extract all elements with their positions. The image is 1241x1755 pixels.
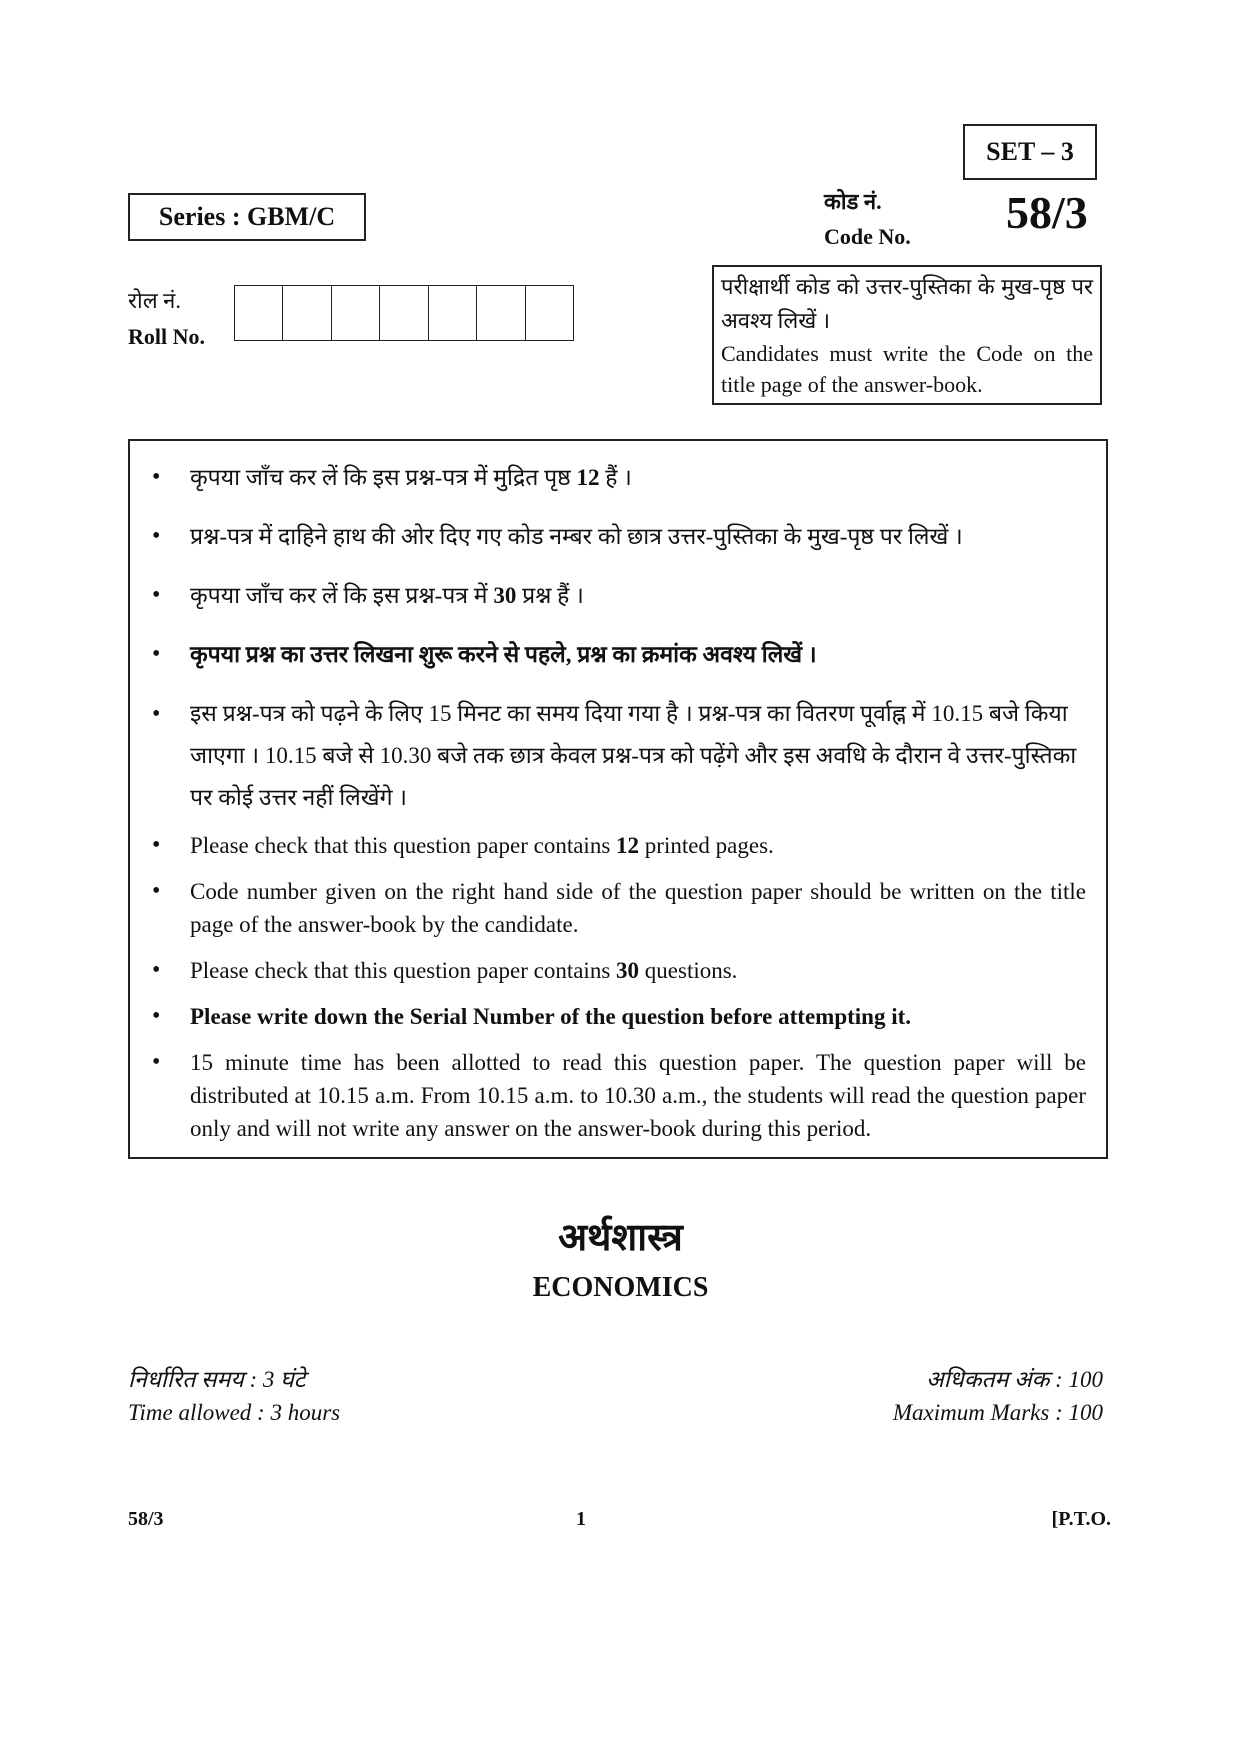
time-allowed-hindi: निर्धारित समय : 3 घंटे: [128, 1367, 306, 1392]
pto-marker: [P.T.O.: [1051, 1508, 1111, 1530]
roll-number-cell[interactable]: [429, 286, 477, 340]
instr-text: Please check that this question paper contains: [190, 958, 617, 983]
roll-number-cell[interactable]: [235, 286, 283, 340]
instructions-box: [128, 439, 1108, 1159]
instr-bold: 12: [576, 465, 600, 490]
roll-label-hindi: रोल नं.: [128, 288, 181, 313]
instruction-en-5: [148, 1046, 1086, 1145]
instr-bold: Please write down the Serial Number of the question before attempting it.: [190, 1004, 912, 1029]
footer-code: 58/3: [128, 1508, 164, 1530]
instruction-hi-2: [148, 516, 1086, 557]
instr-text: Please check that this question paper contains: [190, 833, 617, 858]
set-number: SET – 3: [986, 137, 1074, 166]
set-number-box: [963, 124, 1097, 180]
instruction-en-3: [148, 954, 1086, 987]
instruction-en-4: [148, 1000, 1086, 1033]
instruction-en-1: [148, 829, 1086, 862]
roll-number-cell[interactable]: [380, 286, 428, 340]
subject-title-hindi: अर्थशास्त्र: [558, 1217, 683, 1259]
code-label-hindi: कोड नं.: [824, 189, 882, 214]
instr-text: इस प्रश्न-पत्र को पढ़ने के लिए 15 मिनट का समय दिया गया है । प्रश्न-पत्र का वितरण पूर्वाह्न में 10.15 बजे किया जाएगा । 10.15 बजे से 10.30 बजे तक छात्र केवल प्रश्न-पत्र को पढ़ेंगे और इस अवधि के दौरान वे उत्तर-पुस्तिका पर कोई उत्तर नहीं लिखेंगे ।: [190, 701, 1077, 810]
code-instruction-note: [712, 265, 1102, 405]
instr-bold: 12: [616, 833, 640, 858]
instruction-hi-4: [148, 634, 1086, 675]
code-number: 58/3: [1006, 187, 1088, 238]
instruction-hi-3: [148, 575, 1086, 616]
instr-bold: कृपया प्रश्न का उत्तर लिखना शुरू करने से पहले, प्रश्न का क्रमांक अवश्य लिखें ।: [190, 642, 817, 667]
max-marks-english: Maximum Marks : 100: [892, 1400, 1103, 1425]
instructions-list: [148, 457, 1086, 1145]
instr-text: कृपया जाँच कर लें कि इस प्रश्न-पत्र में मुद्रित पृष्ठ: [190, 465, 577, 490]
roll-number-cell[interactable]: [332, 286, 380, 340]
max-marks-hindi: अधिकतम अंक : 100: [926, 1367, 1103, 1392]
roll-number-cell[interactable]: [526, 286, 573, 340]
instr-text: Code number given on the right hand side of the question paper should be written on the title page of the answer-book by the candidate.: [190, 879, 1086, 937]
roll-number-cell[interactable]: [283, 286, 331, 340]
page-number: 1: [576, 1508, 586, 1530]
time-allowed-english: Time allowed : 3 hours: [128, 1400, 341, 1425]
instr-text: 15 minute time has been allotted to read this question paper. The question paper will be distributed at 10.15 a.m. From 10.15 a.m. to 10.30 a.m., the students will read the question paper only and will not write any answer on the answer-book during this period.: [190, 1050, 1086, 1141]
instr-text: questions.: [639, 958, 738, 983]
instr-text: प्रश्न हैं ।: [516, 583, 584, 608]
code-label-english: Code No.: [824, 224, 911, 249]
instr-text: कृपया जाँच कर लें कि इस प्रश्न-पत्र में: [190, 583, 494, 608]
series-label: Series : GBM/C: [158, 202, 336, 231]
roll-number-boxes[interactable]: [234, 285, 574, 341]
instruction-en-2: [148, 875, 1086, 941]
instr-bold: 30: [493, 583, 517, 608]
note-hindi: परीक्षार्थी कोड को उत्तर-पुस्तिका के मुख-पृष्ठ पर अवश्य लिखें ।: [721, 274, 1093, 333]
instruction-hi-1: [148, 457, 1086, 498]
series-box: [128, 193, 366, 241]
instr-text: प्रश्न-पत्र में दाहिने हाथ की ओर दिए गए कोड नम्बर को छात्र उत्तर-पुस्तिका के मुख-पृष्ठ पर लिखें ।: [190, 524, 963, 549]
instr-text: हैं ।: [599, 465, 632, 490]
roll-label-english: Roll No.: [128, 324, 205, 349]
subject-title-english: ECONOMICS: [532, 1272, 709, 1303]
instr-bold: 30: [616, 958, 640, 983]
note-english: Candidates must write the Code on the title page of the answer-book.: [721, 341, 1093, 397]
instruction-hi-5: [148, 693, 1086, 819]
roll-number-cell[interactable]: [477, 286, 525, 340]
instr-text: printed pages.: [639, 833, 774, 858]
